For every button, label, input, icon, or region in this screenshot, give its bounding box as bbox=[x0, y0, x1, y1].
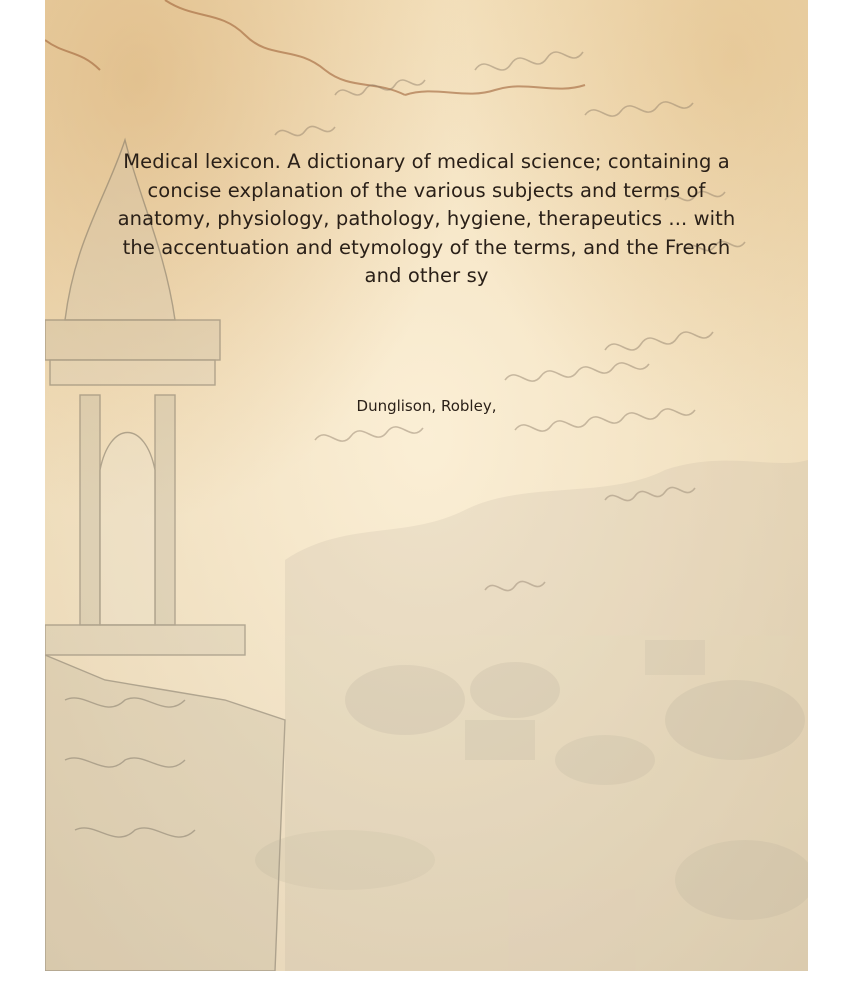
cover-illustration bbox=[45, 0, 808, 971]
book-title: Medical lexicon. A dictionary of medical science; containing a concise explanation of the various subjects and terms of anatomy, physiology, pathology, hygiene, therapeutics ... with the accentuation and etymology of the terms, and the French and other sy bbox=[117, 150, 736, 287]
book-author: Dunglison, Robley, bbox=[356, 397, 497, 415]
paper-stain bbox=[45, 0, 585, 95]
landscape-illustration bbox=[255, 460, 808, 971]
book-cover bbox=[45, 0, 808, 971]
